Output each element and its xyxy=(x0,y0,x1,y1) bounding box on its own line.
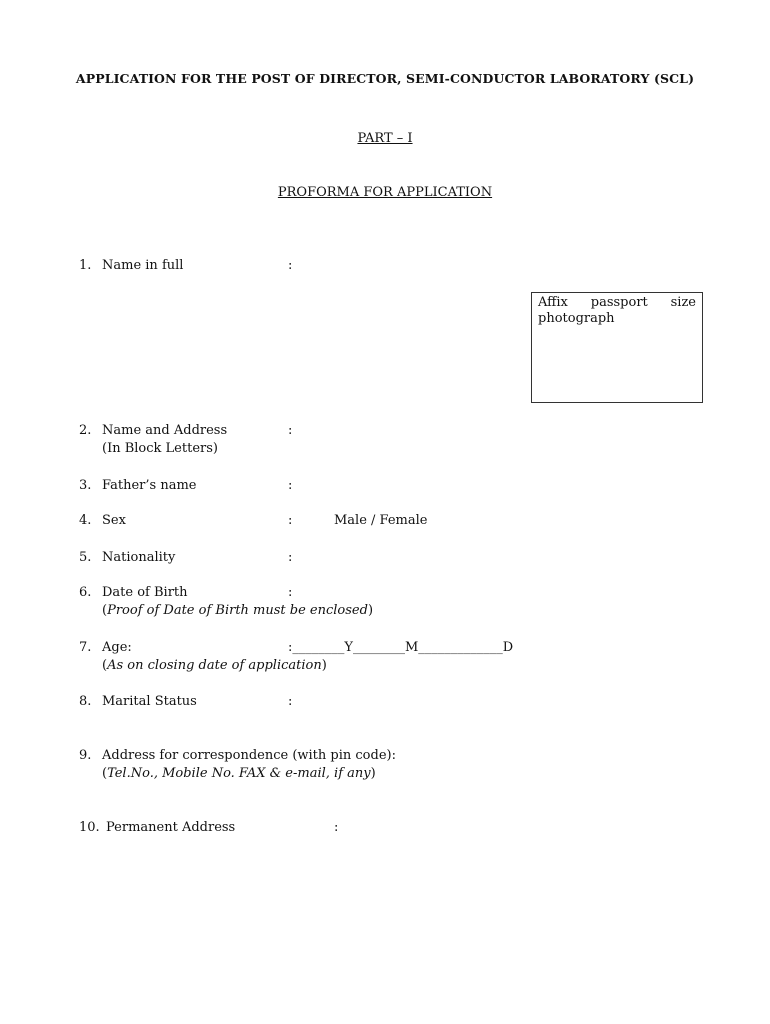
field-3-number: 3. xyxy=(79,478,92,493)
field-6-note-close: ) xyxy=(367,603,374,618)
field-4-value: Male / Female xyxy=(334,513,428,528)
field-6-label: Date of Birth xyxy=(102,585,188,600)
proforma-heading: PROFORMA FOR APPLICATION xyxy=(277,185,493,200)
photo-word-passport: passport xyxy=(590,295,648,310)
field-7-note-text: As on closing date of application xyxy=(107,658,322,673)
field-5-number: 5. xyxy=(79,550,92,565)
photo-word-size: size xyxy=(670,295,696,310)
field-10-number: 10. xyxy=(79,820,100,835)
field-6-note-text: Proof of Date of Birth must be enclosed xyxy=(107,603,368,618)
field-9-note-open: ( xyxy=(102,766,108,781)
field-7-note xyxy=(102,658,327,673)
field-2-colon: : xyxy=(288,423,293,438)
field-1-colon: : xyxy=(288,258,293,273)
photo-box xyxy=(531,292,703,403)
field-7-note-open: ( xyxy=(102,658,108,673)
field-9-number: 9. xyxy=(79,748,92,763)
part-heading: PART – I xyxy=(357,131,413,146)
field-7-note-close: ) xyxy=(321,658,327,673)
field-6-note-open: ( xyxy=(102,603,108,618)
field-9-note xyxy=(102,766,376,781)
field-5-colon: : xyxy=(288,550,293,565)
field-4-label: Sex xyxy=(102,513,126,528)
field-4-colon: : xyxy=(288,513,293,528)
photo-word-affix: Affix xyxy=(538,295,568,310)
field-6-colon: : xyxy=(288,585,293,600)
field-8-colon: : xyxy=(288,694,293,709)
field-4-number: 4. xyxy=(79,513,92,528)
field-9-note-close: ) xyxy=(370,766,376,781)
field-8-number: 8. xyxy=(79,694,92,709)
photo-box-line1 xyxy=(538,295,696,311)
field-7-label: Age: xyxy=(102,640,132,655)
photo-box-line2: photograph xyxy=(538,311,615,326)
field-2-number: 2. xyxy=(79,423,92,438)
field-3-label: Father’s name xyxy=(102,478,197,493)
field-3-colon: : xyxy=(288,478,293,493)
field-9-note-text: Tel.No., Mobile No. FAX & e-mail, if any xyxy=(107,766,371,781)
field-8-label: Marital Status xyxy=(102,694,197,709)
field-10-label: Permanent Address xyxy=(106,820,236,835)
field-10-colon: : xyxy=(334,820,339,835)
document-title: APPLICATION FOR THE POST OF DIRECTOR, SEMI-CONDUCTOR LABORATORY (SCL) xyxy=(75,71,695,86)
field-1-number: 1. xyxy=(79,258,92,273)
field-7-value: :________Y________M_____________D xyxy=(288,640,514,655)
field-5-label: Nationality xyxy=(102,550,176,565)
field-2-note: (In Block Letters) xyxy=(102,441,218,456)
field-6-number: 6. xyxy=(79,585,92,600)
field-9-label: Address for correspondence (with pin code): xyxy=(102,748,396,763)
field-6-note xyxy=(102,603,373,618)
field-1-label: Name in full xyxy=(102,258,184,273)
field-2-label: Name and Address xyxy=(102,423,228,438)
field-7-number: 7. xyxy=(79,640,92,655)
